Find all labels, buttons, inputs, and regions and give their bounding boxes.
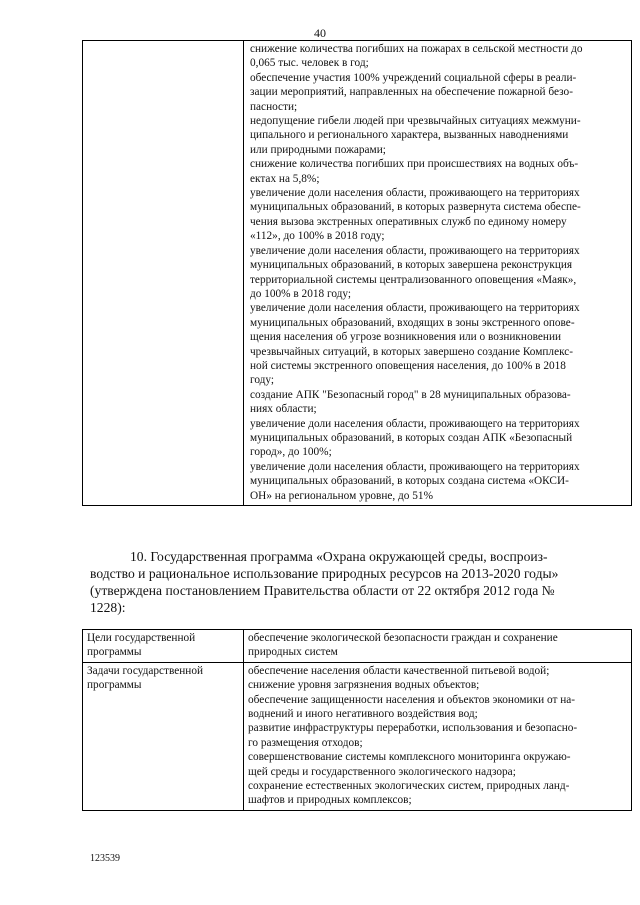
indicator-line: увеличение доли населения области, проживающего на территориях (250, 187, 580, 200)
indicator-line: муниципальных образований, в которых завершена реконструкция (250, 259, 573, 272)
section-heading-line: (утверждена постановлением Правительства области от 22 октября 2012 года № (90, 583, 555, 598)
indicator-line: увеличение доли населения области, проживающего на территориях (250, 460, 580, 473)
indicators-cell (244, 41, 632, 506)
page-number: 40 (314, 26, 326, 40)
indicator-line: «112», до 100% в 2018 году; (250, 230, 385, 243)
indicator-line: увеличение доли населения области, проживающего на территориях (250, 417, 580, 430)
goals-label-line: Цели государственной (87, 632, 196, 644)
indicator-line: недопущение гибели людей при чрезвычайных ситуациях межмуни- (250, 115, 581, 128)
indicator-line: ниях области; (250, 403, 317, 416)
indicator-line: году; (250, 374, 275, 387)
indicator-line: ОН» на региональном уровне, до 51% (250, 489, 433, 502)
tasks-value-line: воднений и иного негативного воздействия вод; (248, 708, 478, 721)
goals-value-line: обеспечение экологической безопасности граждан и сохранение (248, 632, 558, 644)
indicator-line: щения населения об угрозе возникновения или о возникновении (250, 331, 562, 344)
indicator-line: ной системы экстренного оповещения населения, до 100% в 2018 (250, 359, 566, 372)
indicator-line: снижение количества погибших на пожарах в сельской местности до (250, 43, 583, 55)
tasks-value-line: развитие инфраструктуры переработки, использования и безопасно- (248, 722, 578, 735)
table-row-tasks (83, 662, 632, 810)
goals-label-line: программы (87, 646, 142, 659)
indicator-line: муниципальных образований, в которых развернута система обеспе- (250, 201, 581, 214)
indicator-line: чрезвычайных ситуаций, в которых завершено создание Комплекс- (250, 345, 574, 358)
tasks-value-cell (244, 662, 632, 810)
indicator-line: увеличение доли населения области, проживающего на территориях (250, 244, 580, 257)
tasks-value-line: обеспечение населения области качественной питьевой водой; (248, 664, 550, 677)
tasks-value-line: снижение уровня загрязнения водных объектов; (248, 679, 480, 692)
indicator-line: муниципальных образований, в которых создан АПК «Безопасный (250, 431, 573, 444)
tasks-label-line: Задачи государственной (87, 664, 204, 677)
indicator-line: увеличение доли населения области, проживающего на территориях (250, 302, 580, 315)
section-heading-line: 10. Государственная программа «Охрана окружающей среды, воспроиз- (130, 549, 548, 564)
tasks-value-line: обеспечение защищенности населения и объектов экономики от на- (248, 693, 576, 706)
indicator-line: или природными пожарами; (250, 143, 386, 156)
indicator-line: 0,065 тыс. человек в год; (250, 57, 369, 70)
tasks-value-line: шафтов и природных комплексов; (248, 794, 412, 807)
indicator-line: ципального и регионального характера, вызванных наводнениями (250, 129, 569, 142)
program-table (82, 629, 632, 811)
goals-value-cell (244, 630, 632, 663)
indicator-line: обеспечение участия 100% учреждений социальной сферы в реали- (250, 71, 577, 84)
tasks-label-cell (83, 662, 244, 810)
document-code: 123539 (90, 853, 120, 864)
indicator-line: создание АПК "Безопасный город" в 28 муниципальных образова- (250, 388, 571, 401)
empty-label-cell (83, 41, 244, 506)
indicators-table-continued (82, 40, 632, 506)
table-row-goals (83, 630, 632, 663)
indicator-line: до 100% в 2018 году; (250, 287, 352, 300)
tasks-value-line: щей среды и государственного экологического надзора; (248, 765, 516, 778)
section-heading-line: 1228): (90, 600, 126, 615)
indicator-line: чения вызова экстренных оперативных служб по единому номеру (250, 215, 567, 228)
tasks-value-line: совершенствование системы комплексного мониторинга окружаю- (248, 751, 571, 764)
goals-value-line: природных систем (248, 646, 338, 659)
goals-label-cell (83, 630, 244, 663)
indicator-line: город», до 100%; (250, 446, 332, 459)
indicator-line: муниципальных образований, входящих в зоны экстренного опове- (250, 316, 575, 329)
section-heading-line: водство и рациональное использование природных ресурсов на 2013-2020 годы» (90, 566, 559, 581)
indicator-line: ектах на 5,8%; (250, 172, 320, 185)
tasks-label-line: программы (87, 679, 142, 692)
indicator-line: территориальной системы централизованного оповещения «Маяк», (250, 273, 577, 286)
tasks-value-line: сохранение естественных экологических систем, природных ланд- (248, 780, 570, 793)
indicator-line: пасности; (250, 100, 298, 113)
section-heading (90, 548, 630, 616)
table-row (83, 41, 632, 506)
indicator-line: муниципальных образований, в которых создана система «ОКСИ- (250, 475, 569, 488)
indicator-line: снижение количества погибших при происшествиях на водных объ- (250, 158, 579, 171)
indicator-line: зации мероприятий, направленных на обеспечение пожарной безо- (250, 86, 573, 99)
tasks-value-line: го размещения отходов; (248, 736, 363, 749)
